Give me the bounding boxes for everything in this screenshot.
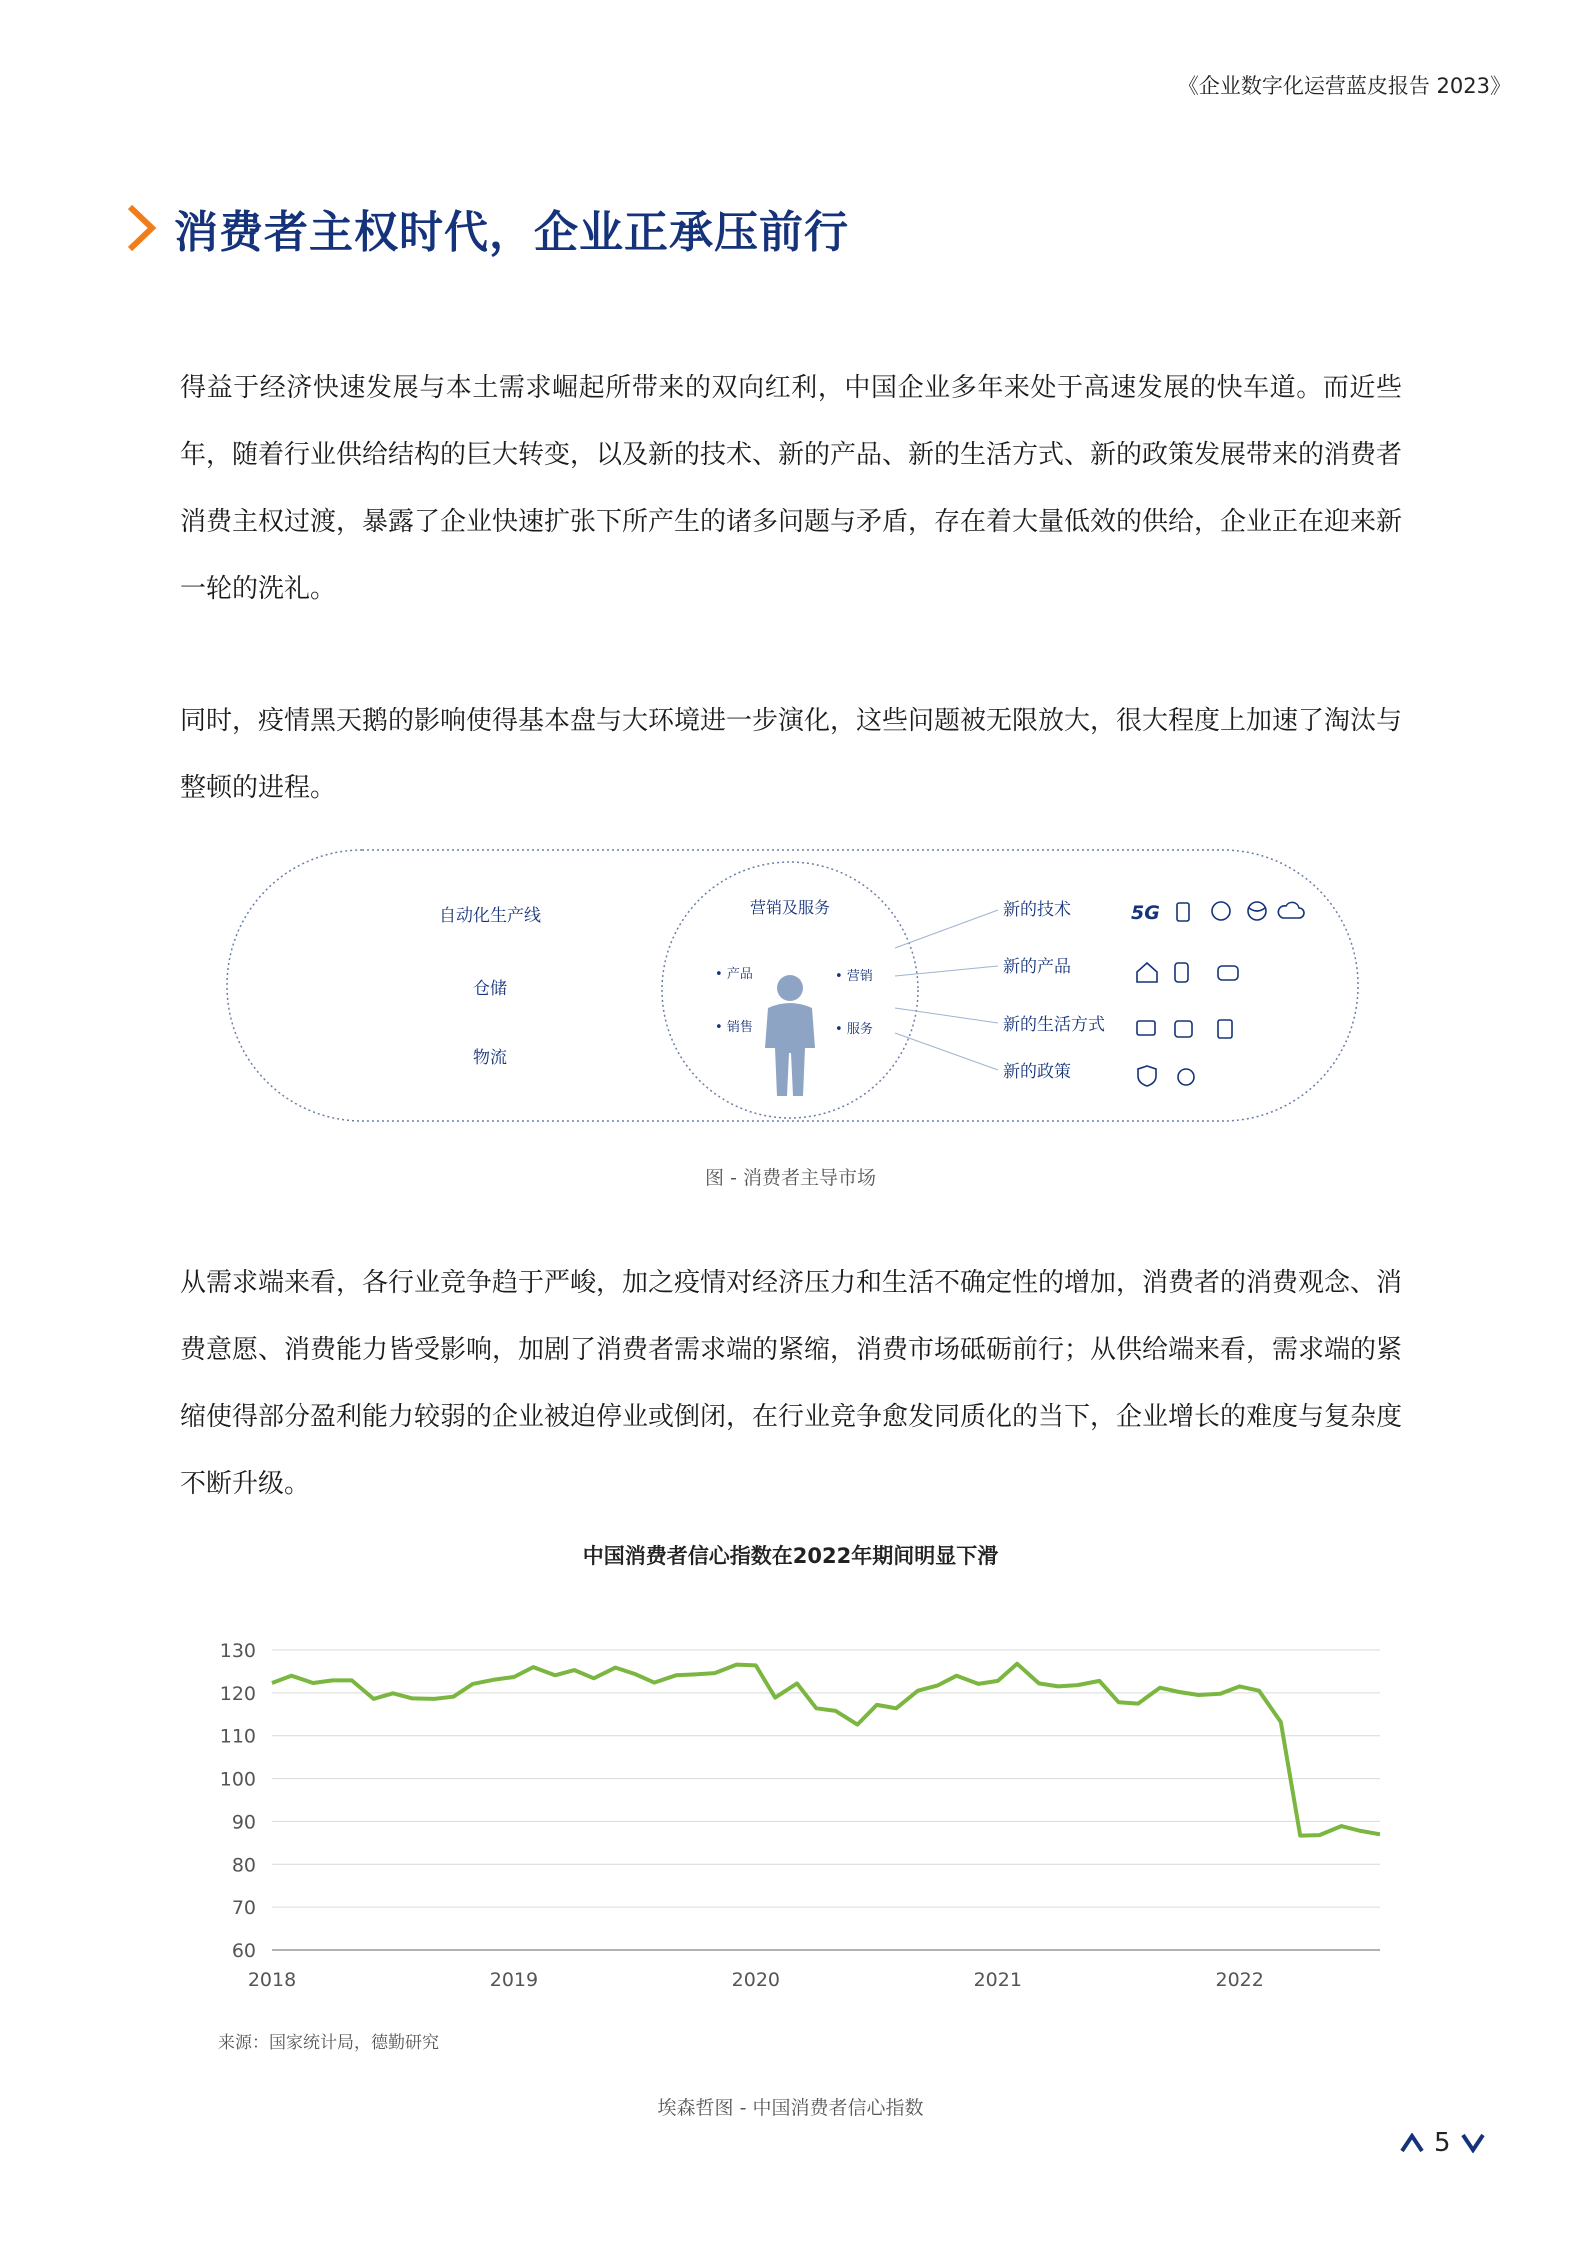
center-title: 营销及服务 — [749, 898, 831, 917]
right-item-1: 新的产品 — [1003, 957, 1071, 977]
chart-source: 来源：国家统计局，德勤研究 — [218, 2033, 439, 2053]
page-up-icon[interactable] — [1400, 2133, 1424, 2153]
right-item-3: 新的政策 — [1003, 1062, 1071, 1082]
y-tick-label: 100 — [219, 1768, 256, 1791]
center-item-product: • 产品 — [715, 967, 753, 982]
x-tick-label: 2020 — [731, 1969, 781, 1991]
paragraph-intro: 得益于经济快速发展与本土需求崛起所带来的双向红利，中国企业多年来处于高速发展的快车道。而近些年，随着行业供给结构的巨大转变，以及新的技术、新的产品、新的生活方式、新的政策发展带来的消费者消费主权过渡，暴露了企业快速扩张下所产生的诸多问题与矛盾，存在着大量低效的供给，企业正在迎来新一轮的洗礼。 — [180, 373, 1403, 604]
left-item-1: 仓储 — [473, 979, 507, 999]
gear-policy-icon — [1178, 1069, 1194, 1085]
right-item-2: 新的生活方式 — [1003, 1015, 1105, 1035]
center-item-service: • 服务 — [835, 1022, 873, 1037]
page-number: 5 — [1434, 2128, 1451, 2158]
y-tick-label: 90 — [231, 1811, 256, 1834]
center-item-marketing: • 营销 — [835, 969, 873, 984]
x-axis-ticks — [248, 1969, 1264, 1991]
series-line — [272, 1664, 1380, 1836]
y-tick-label: 60 — [231, 1940, 256, 1962]
y-axis-ticks — [220, 1640, 256, 1962]
y-tick-label: 110 — [219, 1725, 256, 1748]
x-tick-label: 2022 — [1215, 1969, 1264, 1991]
device-icon — [1218, 966, 1238, 980]
person-icon — [765, 975, 815, 1096]
consumer-market-diagram — [225, 848, 1360, 1123]
smart-home-icon — [1137, 963, 1157, 982]
y-tick-label: 120 — [219, 1682, 256, 1705]
center-item-sales: • 销售 — [715, 1020, 753, 1035]
pagination — [1400, 2128, 1485, 2158]
page-title: 消费者主权时代，企业正承压前行 — [174, 207, 849, 258]
5g-icon: 5G — [1131, 902, 1160, 924]
chart-caption: 埃森哲图 - 中国消费者信心指数 — [657, 2097, 924, 2119]
page-down-icon[interactable] — [1461, 2133, 1485, 2153]
section-heading — [124, 196, 849, 260]
consumer-confidence-chart — [200, 1620, 1400, 2010]
ai-icon — [1212, 902, 1230, 920]
mobile-icon — [1177, 903, 1189, 921]
cloud-icon — [1278, 902, 1304, 918]
x-tick-label: 2019 — [489, 1969, 539, 1991]
globe-icon — [1248, 902, 1266, 920]
left-item-0: 自动化生产线 — [439, 906, 541, 926]
paragraph-demand-supply: 从需求端来看，各行业竞争趋于严峻，加之疫情对经济压力和生活不确定性的增加，消费者的消费观念、消费意愿、消费能力皆受影响，加剧了消费者需求端的紧缩，消费市场砥砺前行；从供给端来看，需求端的紧缩使得部分盈利能力较弱的企业被迫停业或倒闭，在行业竞争愈发同质化的当下，企业增长的难度与复杂度不断升级。 — [180, 1268, 1403, 1499]
document-check-icon — [1218, 1020, 1232, 1038]
x-tick-label: 2021 — [973, 1969, 1022, 1991]
diagram-caption: 图 - 消费者主导市场 — [705, 1167, 876, 1189]
paragraph-pandemic: 同时，疫情黑天鹅的影响使得基本盘与大环境进一步演化，这些问题被无限放大，很大程度上加速了淘汰与整顿的进程。 — [180, 706, 1403, 803]
y-tick-label: 70 — [231, 1897, 256, 1920]
left-item-2: 物流 — [473, 1048, 507, 1068]
monitor-icon — [1137, 1021, 1155, 1035]
video-play-icon — [1175, 1021, 1192, 1037]
y-tick-label: 130 — [219, 1640, 256, 1662]
y-tick-label: 80 — [231, 1854, 256, 1877]
smartwatch-icon — [1175, 963, 1188, 982]
shield-icon — [1138, 1066, 1156, 1086]
chart-title: 中国消费者信心指数在2022年期间明显下滑 — [582, 1544, 999, 1568]
right-item-0: 新的技术 — [1003, 900, 1071, 920]
x-tick-label: 2018 — [247, 1969, 297, 1991]
report-reference: 《企业数字化运营蓝皮报告 2023》 — [1177, 74, 1511, 98]
chevron-right-icon — [124, 203, 160, 253]
